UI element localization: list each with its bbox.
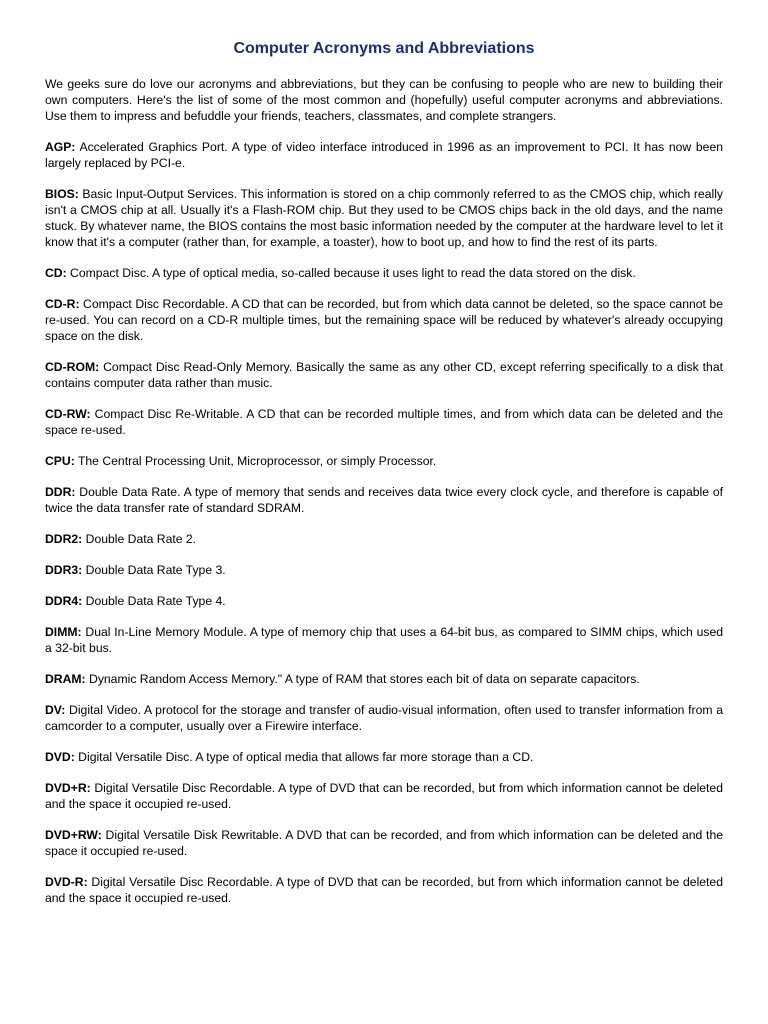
intro-paragraph: We geeks sure do love our acronyms and abbreviations, but they can be confusing to people who are new to building their own computers. Here's the list of some of the most common and (hopefully) useful computer acronyms and abbreviations. Use them to impress and befuddle your friends, teachers, classmates, and complete strangers. <box>45 77 723 123</box>
entry-definition: Double Data Rate Type 4. <box>82 594 226 608</box>
entry-term: DDR3: <box>45 563 83 577</box>
page-title: Computer Acronyms and Abbreviations <box>233 40 535 57</box>
entry-definition: Digital Video. A protocol for the storage and transfer of audio-visual information, often used to transfer information from a camcorder to a computer, usually over a Firewire interface. <box>45 703 723 733</box>
entry-definition: Dynamic Random Access Memory." A type of RAM that stores each bit of data on separate capacitors. <box>85 672 640 686</box>
entry-definition: Double Data Rate. A type of memory that sends and receives data twice every clock cycle, and therefore is capable of twice the data transfer rate of standard SDRAM. <box>45 485 723 515</box>
glossary-entry-ddr3 <box>45 562 723 578</box>
entry-definition: Digital Versatile Disk Rewritable. A DVD that can be recorded, and from which information can be deleted and the space it occupied re-used. <box>45 828 723 858</box>
glossary-entry-cpu <box>45 453 723 469</box>
entry-term: DVD+RW: <box>45 828 102 842</box>
entry-definition: Compact Disc Recordable. A CD that can be recorded, but from which data cannot be deleted, so the space cannot be re-used. You can record on a CD-R multiple times, but the remaining space will be reduced by whatever's already occupying space on the disk. <box>45 297 723 343</box>
glossary-entry-cd-rom <box>45 359 723 391</box>
glossary-entry-dvd-r <box>45 874 723 906</box>
glossary-entry-dimm <box>45 624 723 656</box>
entry-definition: Double Data Rate Type 3. <box>82 563 226 577</box>
glossary-entry-agp <box>45 139 723 171</box>
entry-definition: Compact Disc. A type of optical media, so-called because it uses light to read the data stored on the disk. <box>66 266 636 280</box>
glossary-entry-bios <box>45 186 723 250</box>
entry-term: DDR: <box>45 485 76 499</box>
entry-term: CPU: <box>45 454 75 468</box>
entry-term: DDR4: <box>45 594 83 608</box>
entry-term: CD: <box>45 266 67 280</box>
glossary-entry-ddr4 <box>45 593 723 609</box>
entry-definition: Compact Disc Re-Writable. A CD that can be recorded multiple times, and from which data can be deleted and the space re-used. <box>45 407 723 437</box>
glossary-entry-cd-rw <box>45 406 723 438</box>
entry-term: CD-R: <box>45 297 80 311</box>
entry-term: DDR2: <box>45 532 83 546</box>
entry-definition: Digital Versatile Disc Recordable. A type of DVD that can be recorded, but from which information cannot be deleted and the space it occupied re-used. <box>45 781 723 811</box>
entry-term: AGP: <box>45 140 76 154</box>
entry-term: DVD+R: <box>45 781 91 795</box>
entry-term: CD-RW: <box>45 407 91 421</box>
entry-term: DVD-R: <box>45 875 88 889</box>
entry-definition: Digital Versatile Disc. A type of optical media that allows far more storage than a CD. <box>74 750 534 764</box>
entry-definition: Compact Disc Read-Only Memory. Basically the same as any other CD, except referring specifically to a disk that contains computer data rather than music. <box>45 360 723 390</box>
glossary-entry-dv <box>45 702 723 734</box>
entry-term: DIMM: <box>45 625 82 639</box>
glossary-entry-cd <box>45 265 723 281</box>
entry-term: BIOS: <box>45 187 79 201</box>
entry-definition: Accelerated Graphics Port. A type of video interface introduced in 1996 as an improvement to PCI. It has now been largely replaced by PCI-e. <box>45 140 723 170</box>
glossary-entry-ddr <box>45 484 723 516</box>
entry-term: DV: <box>45 703 66 717</box>
glossary-entry-ddr2 <box>45 531 723 547</box>
glossary-entry-dvd-plus-r <box>45 780 723 812</box>
entry-definition: Basic Input-Output Services. This information is stored on a chip commonly referred to as the CMOS chip, which really isn't a CMOS chip at all. Usually it's a Flash-ROM chip. But they used to be CMOS chips back in the old days, and the name stuck. By whatever name, the BIOS contains the most basic information needed by the computer at the hardware level to let it know that it's a computer (rather than, for example, a toaster), how to boot up, and how to find the rest of its parts. <box>45 187 723 249</box>
glossary-entry-cd-r <box>45 296 723 344</box>
entry-definition: The Central Processing Unit, Microprocessor, or simply Processor. <box>74 454 437 468</box>
glossary-entry-dram <box>45 671 723 687</box>
document-page <box>45 38 723 921</box>
entry-definition: Dual In-Line Memory Module. A type of memory chip that uses a 64-bit bus, as compared to SIMM chips, which used a 32-bit bus. <box>45 625 723 655</box>
entry-definition: Double Data Rate 2. <box>82 532 197 546</box>
entry-term: DRAM: <box>45 672 86 686</box>
entry-definition: Digital Versatile Disc Recordable. A type of DVD that can be recorded, but from which information cannot be deleted and the space it occupied re-used. <box>45 875 723 905</box>
entry-term: DVD: <box>45 750 75 764</box>
glossary-entry-dvd-plus-rw <box>45 827 723 859</box>
glossary-entry-dvd <box>45 749 723 765</box>
entry-term: CD-ROM: <box>45 360 100 374</box>
